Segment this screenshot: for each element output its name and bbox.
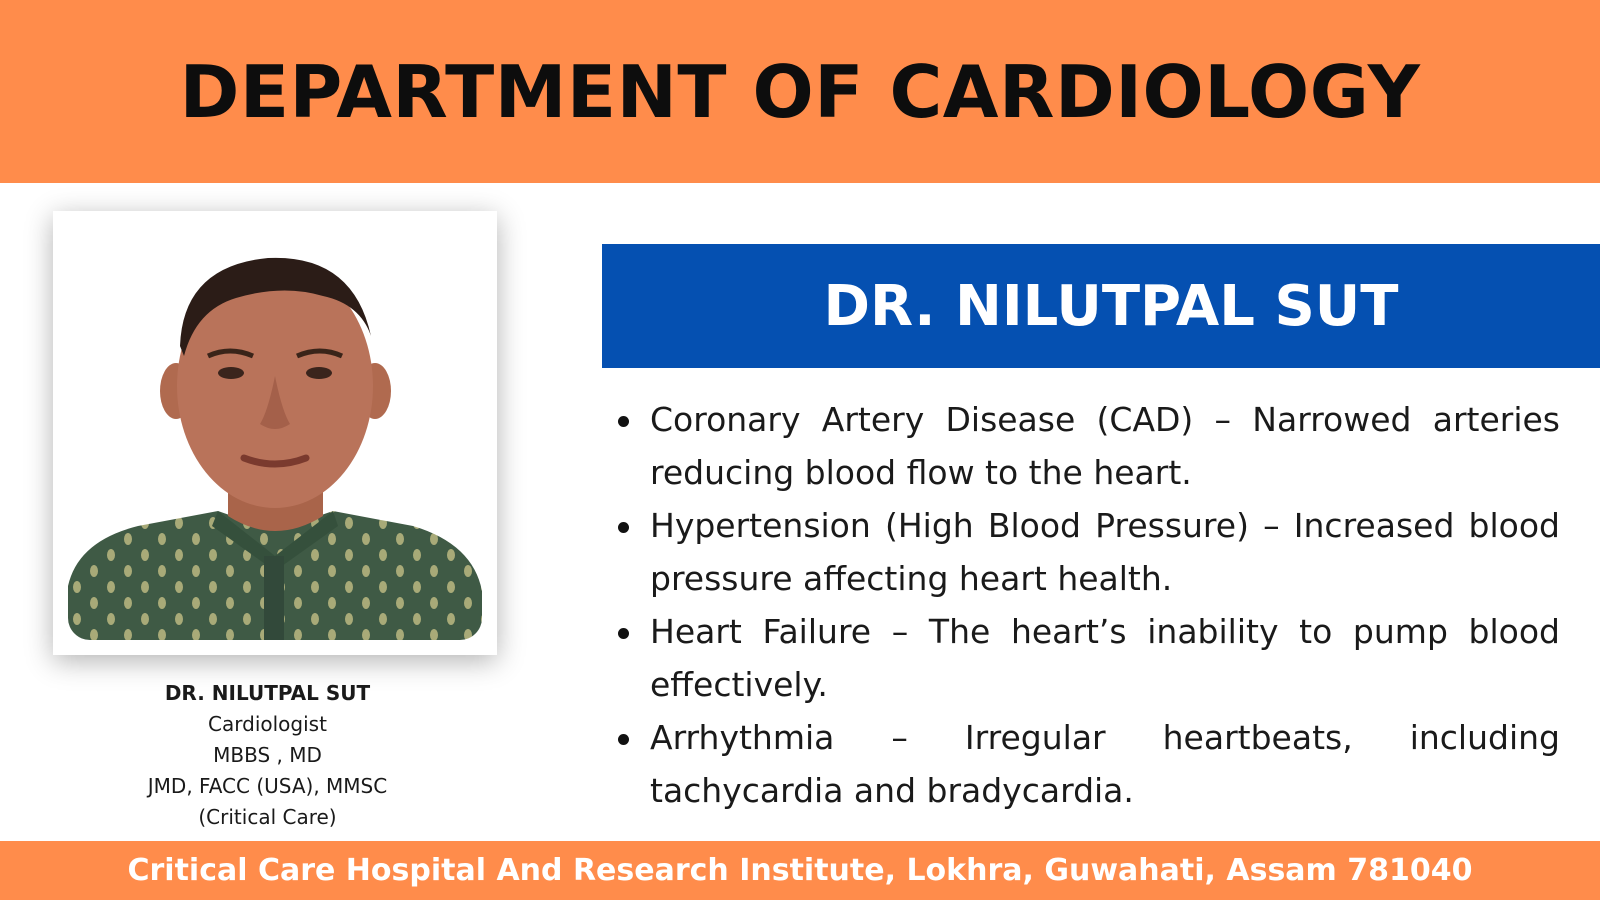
- condition-text: Heart Failure – The heart’s inability to pump blood effectively.: [650, 612, 1560, 704]
- doctor-degrees: MBBS , MD: [213, 743, 322, 767]
- bullet-icon: [618, 522, 629, 533]
- condition-item: [612, 711, 1560, 817]
- doctor-name-banner: [602, 244, 1600, 368]
- doctor-profile-caption: [100, 678, 435, 833]
- footer-banner: [0, 841, 1600, 900]
- page-title: DEPARTMENT OF CARDIOLOGY: [179, 49, 1421, 134]
- condition-item: [612, 605, 1560, 711]
- bullet-icon: [618, 734, 629, 745]
- conditions-list: [612, 393, 1560, 817]
- doctor-fellowships: JMD, FACC (USA), MMSC: [147, 774, 388, 798]
- condition-text: Hypertension (High Blood Pressure) – Increased blood pressure affecting heart health.: [650, 506, 1560, 598]
- condition-text: Arrhythmia – Irregular heartbeats, including tachycardia and bradycardia.: [650, 718, 1560, 810]
- doctor-photo-card: [53, 211, 497, 655]
- bullet-icon: [618, 628, 629, 639]
- bullet-icon: [618, 416, 629, 427]
- header-banner: [0, 0, 1600, 183]
- condition-text: Coronary Artery Disease (CAD) – Narrowed arteries reducing blood flow to the heart.: [650, 400, 1560, 492]
- doctor-name-caption: DR. NILUTPAL SUT: [164, 681, 371, 705]
- doctor-portrait: [68, 226, 482, 640]
- condition-item: [612, 499, 1560, 605]
- doctor-role: Cardiologist: [208, 712, 327, 736]
- condition-item: [612, 393, 1560, 499]
- doctor-name-heading: DR. NILUTPAL SUT: [823, 273, 1399, 339]
- doctor-specialty: (Critical Care): [198, 805, 337, 829]
- hospital-address: Critical Care Hospital And Research Institute, Lokhra, Guwahati, Assam 781040: [127, 853, 1473, 888]
